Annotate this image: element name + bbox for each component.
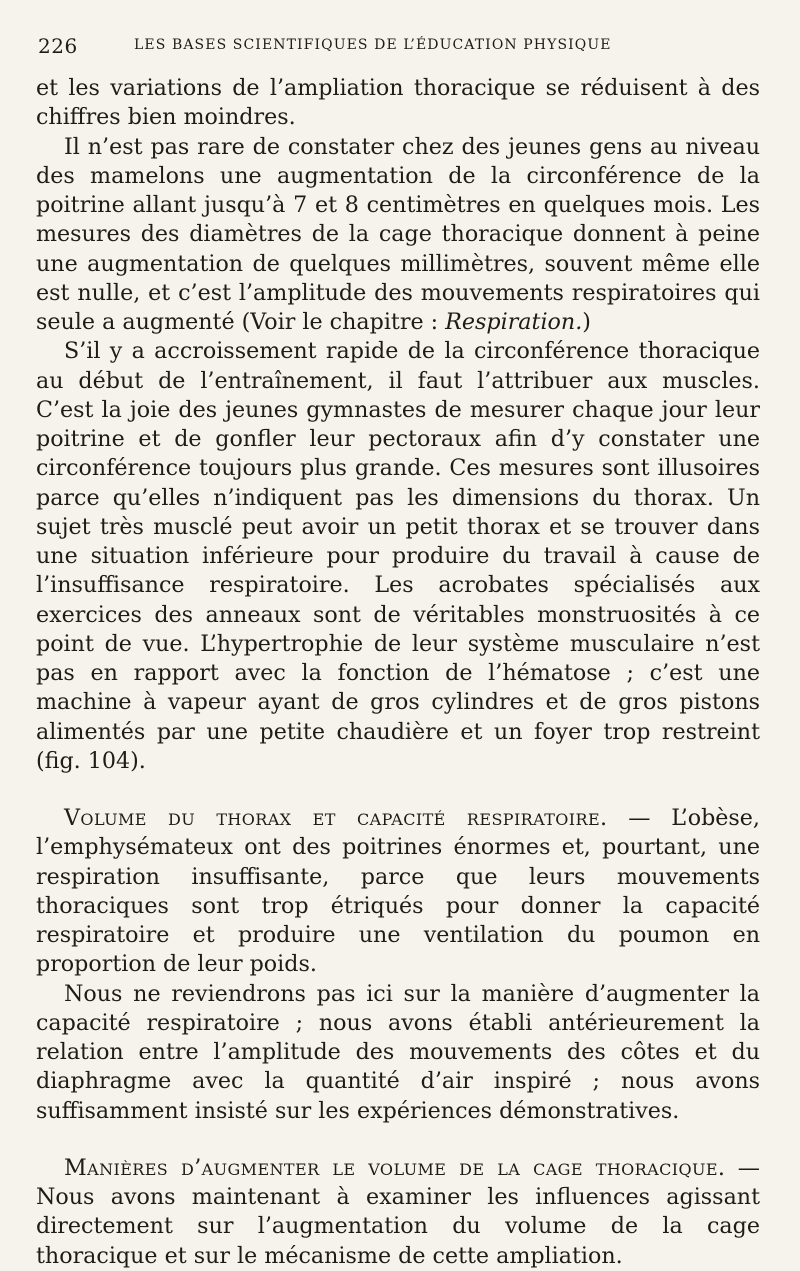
paragraph-circumference — [36, 133, 760, 338]
section-heading-volume: Volume du thorax et capacité respiratoire. — [64, 805, 608, 831]
paragraph-text: Nous ne reviendrons pas ici sur la manière d’augmenter la capacité respiratoire ; nous avons établi antérieurement la relation entre l’amplitude des mouvements des côtes et du diaphragme avec la quantité d’air inspiré ; nous avons suffisamment insisté sur les expériences démonstratives. — [36, 980, 760, 1124]
paragraph-continued — [36, 74, 760, 133]
section-heading-ways: Manières d’augmenter le volume de la cage thoracique. — [64, 1154, 726, 1181]
page-number: 226 — [38, 34, 78, 58]
chapter-reference: Respiration. — [445, 309, 583, 335]
running-title: LES BASES SCIENTIFIQUES DE L’ÉDUCATION PHYSIQUE — [134, 37, 612, 53]
section-text: — Nous avons maintenant à examiner les influences agissant directement sur l’augmentation du volume de la cage thoracique et sur le mécanisme de cette ampliation. — [36, 1154, 760, 1269]
section-ways — [36, 1154, 760, 1271]
body-text — [36, 74, 760, 1271]
paragraph-text: Il n’est pas rare de constater chez des jeunes gens au niveau des mamelons une augmentation de la circonférence de la poitrine allant jusqu’à 7 et 8 centimètres en quelques mois. Les mesures des diamètres de la cage thoracique donnent à peine une augmentation de quelques millimètres, souvent même elle est nulle, et c’est l’amplitude des mouvements respiratoires qui seule a augmenté (Voir le chapitre : — [36, 133, 760, 335]
paragraph-muscles — [36, 337, 760, 776]
paragraph-closing: ) — [582, 309, 591, 335]
paragraph-text: S’il y a accroissement rapide de la circonférence thoracique au début de l’entraînement, il faut l’attribuer aux muscles. C’est la joie des jeunes gymnastes de mesurer chaque jour leur poitrine et de gonfler leur pectoraux afin d’y constater une circonférence toujours plus grande. Ces mesures sont illusoires parce qu’elles n’indiquent pas les dimensions du thorax. Un sujet très musclé peut avoir un petit thorax et se trouver dans une situation inférieure pour produire du travail à cause de l’insuffisance respiratoire. Les acrobates spécialisés aux exercices des anneaux sont de véritables monstruosités à ce point de vue. L’hypertrophie de leur système musculaire n’est pas en rapport avec la fonction de l’hématose ; c’est une machine à vapeur ayant de gros cylindres et de gros pistons alimentés par une petite chaudière et un foyer trop restreint (fig. 104). — [36, 338, 760, 774]
paragraph-text: et les variations de l’ampliation thoracique se réduisent à des chiffres bien moindres. — [36, 75, 760, 131]
section-volume — [36, 804, 760, 980]
section-text: — L’obèse, l’emphysémateux ont des poitrines énormes et, pourtant, une respiration insuffisante, parce que leurs mouvements thoraciques sont trop étriqués pour donner la capacité respiratoire et produire une ventilation du poumon en proportion de leur poids. — [36, 805, 760, 978]
page-header — [30, 32, 780, 60]
paragraph-capacity — [36, 980, 760, 1126]
